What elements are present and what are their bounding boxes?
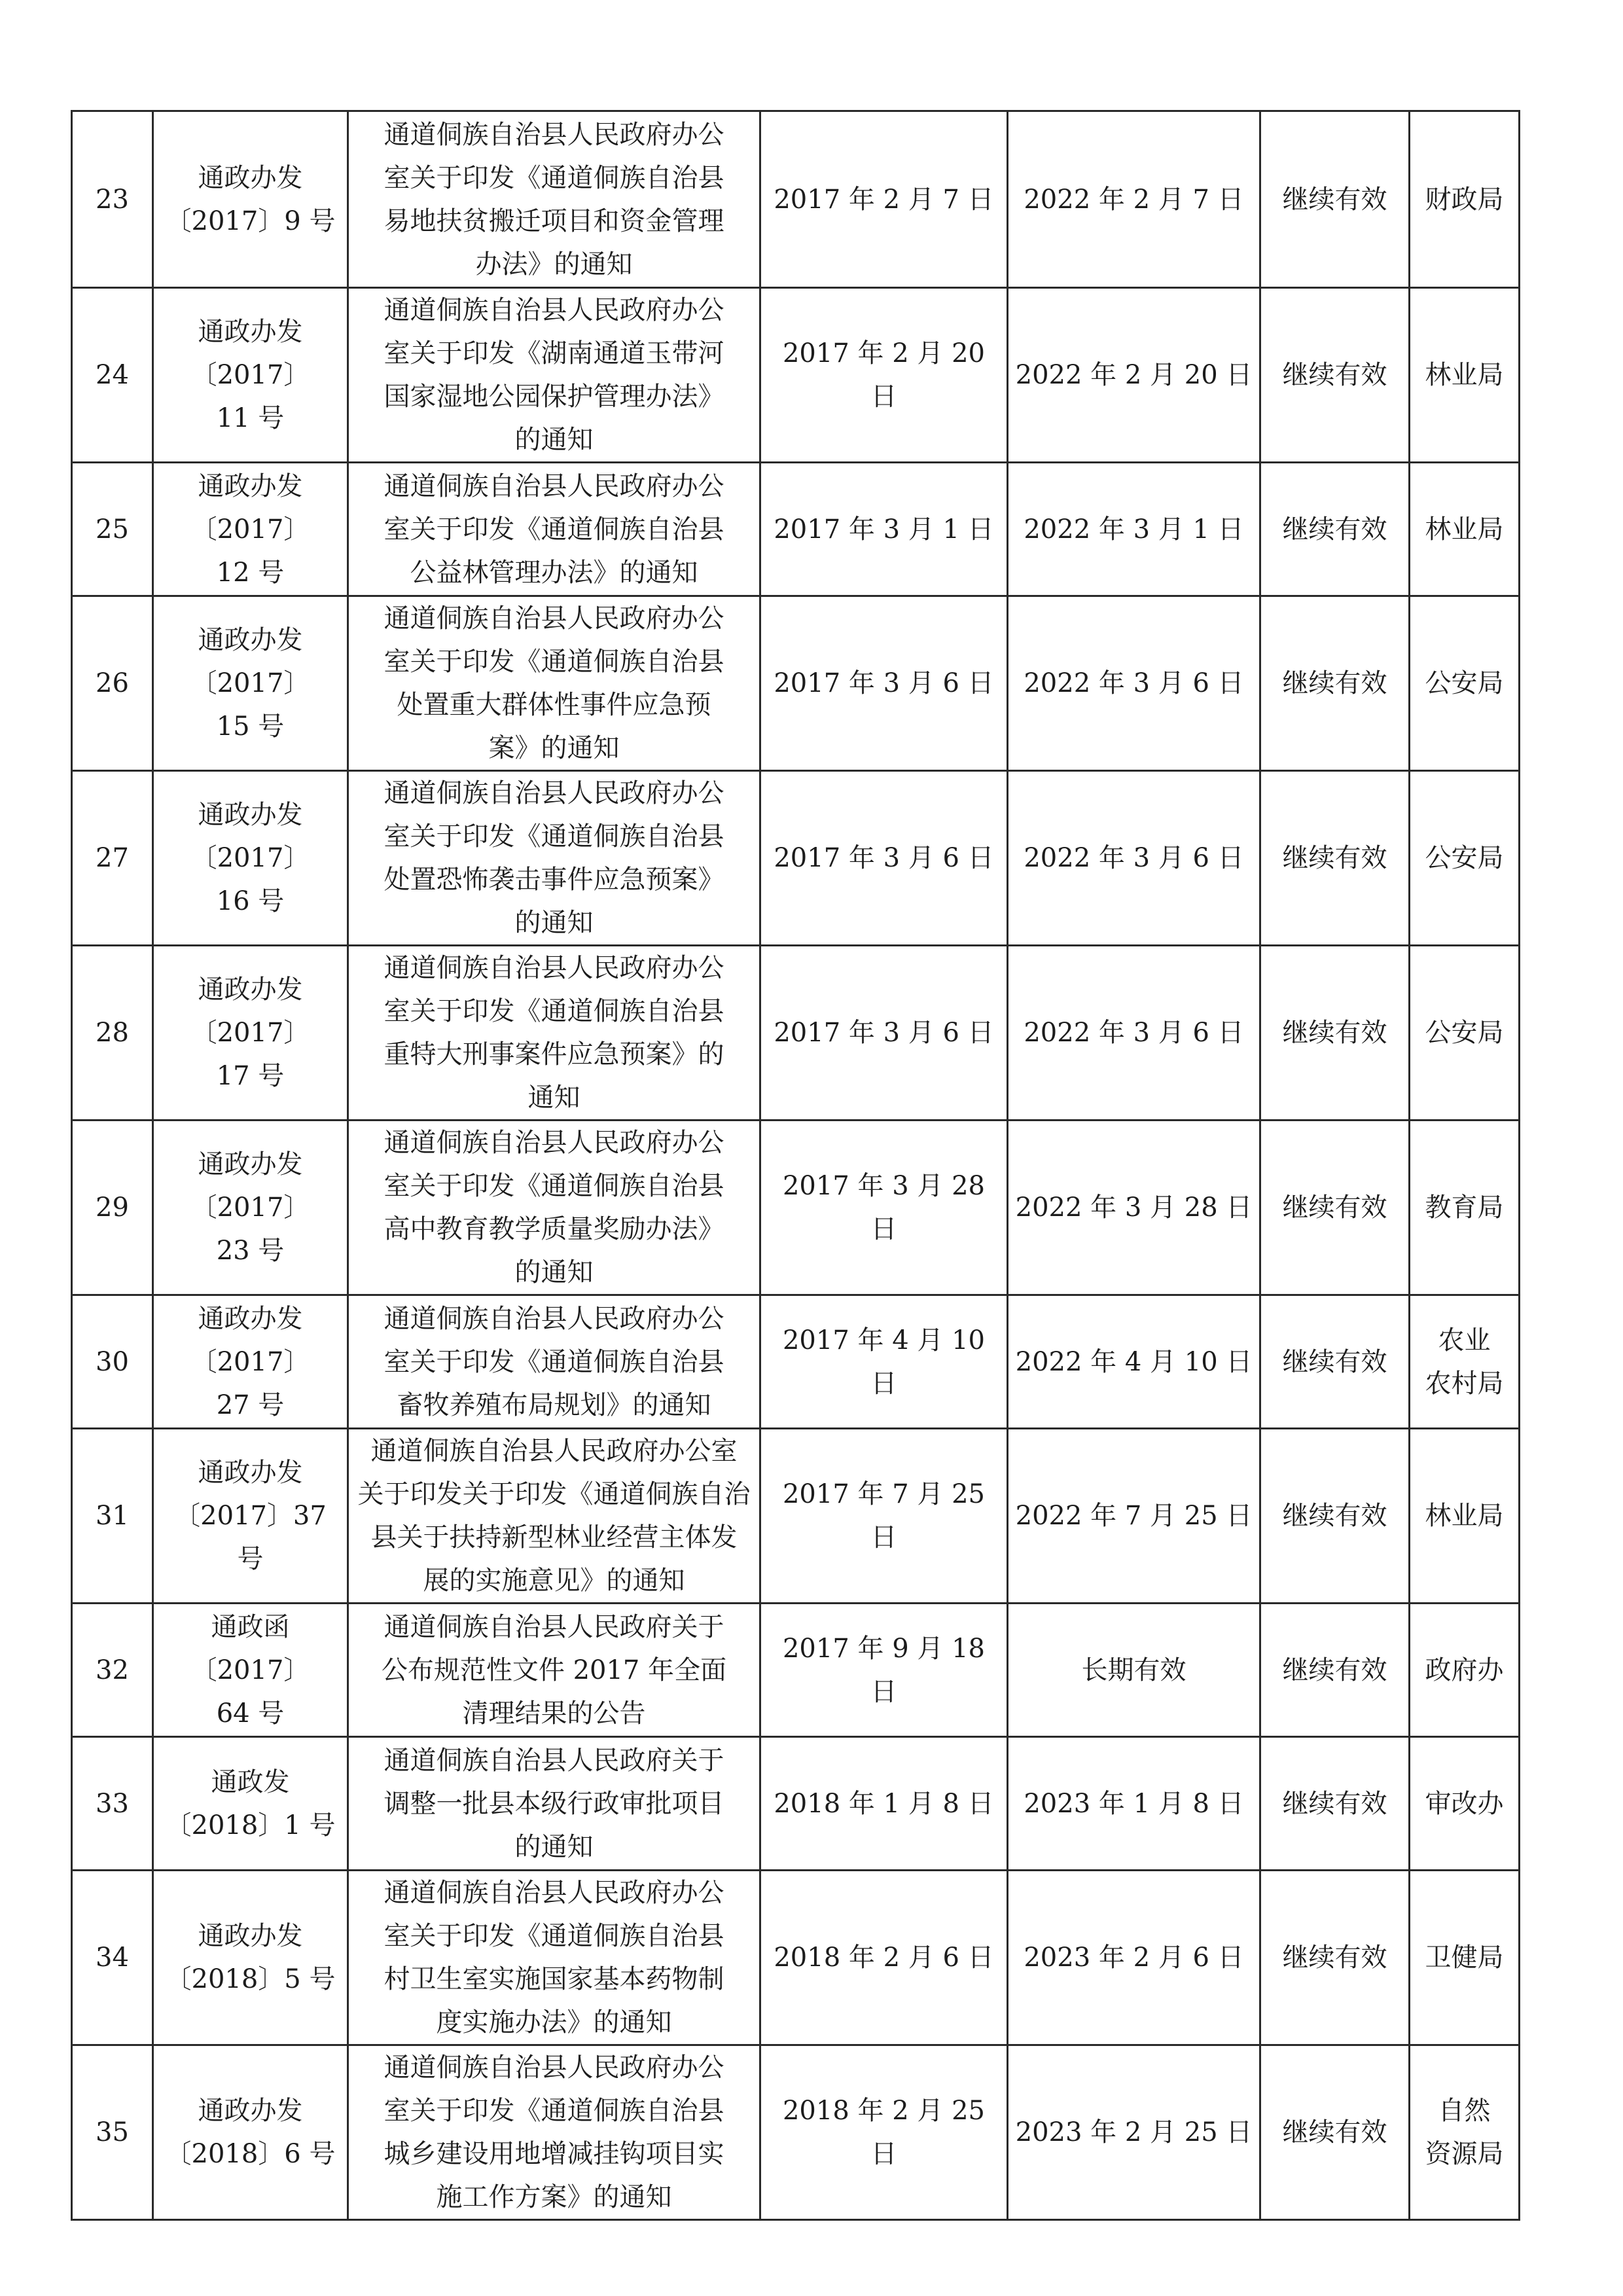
department-line: 公安局 (1425, 668, 1504, 698)
document-number-line: 64 号 (216, 1698, 285, 1729)
document-title-line: 室关于印发《湖南通道玉带河 (383, 338, 724, 368)
end-date-cell: 2022 年 3 月 1 日 (1008, 463, 1260, 596)
document-number-line: 〔2017〕9 号 (165, 206, 336, 236)
document-title-line: 室关于印发《通道侗族自治县 (383, 996, 724, 1026)
document-title-cell (348, 1871, 760, 2045)
department-cell (1410, 111, 1520, 288)
start-date-cell: 2017 年 3 月 6 日 (760, 596, 1008, 771)
document-title-line: 通道侗族自治县人民政府办公 (383, 1303, 724, 1334)
document-number-line: 通政办发 (198, 1303, 303, 1334)
document-title-cell (348, 1295, 760, 1429)
document-number-cell (153, 463, 348, 596)
department-cell (1410, 288, 1520, 463)
document-title-line: 重特大刑事案件应急预案》的 (383, 1039, 724, 1069)
status-cell: 继续有效 (1260, 1429, 1410, 1604)
row-number-cell: 32 (72, 1604, 153, 1737)
department-line: 林业局 (1425, 514, 1504, 545)
document-title-cell (348, 463, 760, 596)
end-date-cell: 2022 年 2 月 20 日 (1008, 288, 1260, 463)
table-row (72, 111, 1520, 288)
status-cell: 继续有效 (1260, 946, 1410, 1121)
document-number-line: 通政办发 (198, 1458, 303, 1488)
document-title-cell (348, 2045, 760, 2220)
document-number-line: 通政办发 (198, 975, 303, 1005)
document-title-line: 通道侗族自治县人民政府办公 (383, 119, 724, 150)
document-number-line: 通政办发 (198, 471, 303, 501)
document-title-line: 室关于印发《通道侗族自治县 (383, 821, 724, 852)
document-number-line: 23 号 (216, 1236, 285, 1266)
row-number-cell: 30 (72, 1295, 153, 1429)
department-cell (1410, 1295, 1520, 1429)
department-cell (1410, 771, 1520, 946)
document-title-line: 国家湿地公园保护管理办法》 (383, 382, 724, 412)
document-title-line: 的通知 (514, 1831, 594, 1862)
document-number-line: 〔2018〕5 号 (165, 1964, 336, 1994)
start-date-cell: 2018 年 1 月 8 日 (760, 1737, 1008, 1871)
document-title-line: 通道侗族自治县人民政府办公 (383, 295, 724, 325)
document-number-line: 〔2018〕1 号 (165, 1810, 336, 1840)
document-number-cell (153, 1295, 348, 1429)
status-cell: 继续有效 (1260, 2045, 1410, 2220)
document-title-line: 的通知 (514, 425, 594, 455)
department-line: 教育局 (1425, 1193, 1504, 1223)
regulation-table (71, 110, 1520, 2221)
start-date-cell: 2017 年 7 月 25 日 (760, 1429, 1008, 1604)
document-number-line: 〔2017〕 (190, 514, 310, 545)
end-date-cell: 2022 年 3 月 6 日 (1008, 771, 1260, 946)
document-title-cell (348, 288, 760, 463)
status-cell: 继续有效 (1260, 1604, 1410, 1737)
document-title-line: 施工作方案》的通知 (436, 2182, 672, 2212)
document-number-line: 〔2017〕 (190, 843, 310, 873)
document-title-line: 清理结果的公告 (462, 1698, 646, 1729)
document-number-cell (153, 288, 348, 463)
document-title-cell (348, 1121, 760, 1295)
document-number-line: 通政办发 (198, 800, 303, 830)
end-date-cell: 2022 年 4 月 10 日 (1008, 1295, 1260, 1429)
department-cell (1410, 463, 1520, 596)
document-title-line: 通知 (527, 1083, 580, 1113)
status-cell: 继续有效 (1260, 288, 1410, 463)
status-cell: 继续有效 (1260, 1871, 1410, 2045)
department-cell (1410, 1737, 1520, 1871)
document-title-line: 的通知 (514, 1257, 594, 1287)
document-title-line: 通道侗族自治县人民政府办公 (383, 778, 724, 808)
department-line: 公安局 (1425, 843, 1504, 873)
row-number-cell: 24 (72, 288, 153, 463)
document-title-line: 通道侗族自治县人民政府关于 (383, 1745, 724, 1776)
document-title-line: 关于印发关于印发《通道侗族自治 (357, 1479, 751, 1509)
document-number-line: 〔2017〕 (190, 668, 310, 698)
document-number-line: 通政办发 (198, 625, 303, 655)
start-date-cell: 2017 年 2 月 7 日 (760, 111, 1008, 288)
document-title-line: 通道侗族自治县人民政府办公室 (370, 1436, 738, 1466)
end-date-cell: 2022 年 3 月 6 日 (1008, 596, 1260, 771)
row-number-cell: 28 (72, 946, 153, 1121)
document-number-line: 15 号 (216, 711, 285, 742)
document-number-line: 通政办发 (198, 1921, 303, 1951)
document-title-line: 通道侗族自治县人民政府办公 (383, 603, 724, 634)
document-title-line: 处置重大群体性事件应急预 (397, 690, 711, 720)
department-line: 资源局 (1425, 2139, 1504, 2169)
document-number-line: 〔2017〕 (190, 1193, 310, 1223)
start-date-cell: 2018 年 2 月 6 日 (760, 1871, 1008, 2045)
document-number-line: 通政发 (211, 1767, 290, 1797)
document-number-cell (153, 596, 348, 771)
start-date-cell: 2017 年 9 月 18 日 (760, 1604, 1008, 1737)
department-cell (1410, 946, 1520, 1121)
start-date-cell: 2017 年 3 月 6 日 (760, 946, 1008, 1121)
table-row (72, 1737, 1520, 1871)
department-line: 公安局 (1425, 1018, 1504, 1048)
document-number-line: 通政办发 (198, 162, 303, 193)
document-number-line: 〔2017〕 (190, 1655, 310, 1685)
table-row (72, 1429, 1520, 1604)
document-title-line: 高中教育教学质量奖励办法》 (383, 1214, 724, 1244)
document-title-cell (348, 771, 760, 946)
document-title-line: 通道侗族自治县人民政府办公 (383, 2053, 724, 2083)
document-number-line: 17 号 (216, 1061, 285, 1091)
department-line: 自然 (1438, 2096, 1491, 2126)
document-title-line: 公布规范性文件 2017 年全面 (381, 1655, 727, 1685)
document-title-line: 室关于印发《通道侗族自治县 (383, 647, 724, 677)
document-title-line: 通道侗族自治县人民政府办公 (383, 1878, 724, 1908)
table-row (72, 1604, 1520, 1737)
document-title-line: 通道侗族自治县人民政府关于 (383, 1611, 724, 1642)
table-row (72, 288, 1520, 463)
document-title-line: 易地扶贫搬迁项目和资金管理 (383, 206, 724, 236)
status-cell: 继续有效 (1260, 1737, 1410, 1871)
document-number-line: 11 号 (216, 403, 285, 433)
document-number-cell (153, 2045, 348, 2220)
document-number-line: 通政办发 (198, 1149, 303, 1179)
row-number-cell: 26 (72, 596, 153, 771)
department-line: 审改办 (1425, 1788, 1504, 1819)
document-number-line: 〔2017〕 (190, 1346, 310, 1377)
department-cell (1410, 1871, 1520, 2045)
document-title-line: 调整一批县本级行政审批项目 (383, 1788, 724, 1819)
table-body (72, 111, 1520, 2220)
document-number-cell (153, 946, 348, 1121)
document-number-line: 〔2017〕 (190, 360, 310, 390)
end-date-cell: 2022 年 2 月 7 日 (1008, 111, 1260, 288)
document-title-cell (348, 596, 760, 771)
document-title-line: 室关于印发《通道侗族自治县 (383, 1171, 724, 1201)
row-number-cell: 31 (72, 1429, 153, 1604)
row-number-cell: 25 (72, 463, 153, 596)
document-title-cell (348, 111, 760, 288)
document-number-cell (153, 771, 348, 946)
document-title-line: 办法》的通知 (475, 249, 633, 279)
department-line: 农村局 (1425, 1368, 1504, 1399)
document-title-line: 的通知 (514, 908, 594, 938)
row-number-cell: 27 (72, 771, 153, 946)
document-title-line: 室关于印发《通道侗族自治县 (383, 162, 724, 193)
status-cell: 继续有效 (1260, 463, 1410, 596)
end-date-cell: 2023 年 1 月 8 日 (1008, 1737, 1260, 1871)
table-row (72, 596, 1520, 771)
department-cell (1410, 1121, 1520, 1295)
status-cell: 继续有效 (1260, 1295, 1410, 1429)
end-date-cell: 2022 年 7 月 25 日 (1008, 1429, 1260, 1604)
start-date-cell: 2017 年 3 月 28 日 (760, 1121, 1008, 1295)
end-date-cell: 2022 年 3 月 28 日 (1008, 1121, 1260, 1295)
document-number-cell (153, 111, 348, 288)
document-number-line: 12 号 (216, 557, 285, 588)
row-number-cell: 34 (72, 1871, 153, 2045)
department-line: 林业局 (1425, 1501, 1504, 1531)
row-number-cell: 33 (72, 1737, 153, 1871)
document-number-cell (153, 1604, 348, 1737)
document-number-line: 〔2017〕37 号 (174, 1501, 327, 1574)
department-cell (1410, 2045, 1520, 2220)
department-cell (1410, 596, 1520, 771)
row-number-cell: 29 (72, 1121, 153, 1295)
start-date-cell: 2017 年 3 月 1 日 (760, 463, 1008, 596)
end-date-cell: 2022 年 3 月 6 日 (1008, 946, 1260, 1121)
status-cell: 继续有效 (1260, 596, 1410, 771)
document-title-line: 通道侗族自治县人民政府办公 (383, 471, 724, 501)
status-cell: 继续有效 (1260, 1121, 1410, 1295)
document-title-cell (348, 1604, 760, 1737)
document-number-line: 通政函 (211, 1611, 290, 1642)
document-title-line: 室关于印发《通道侗族自治县 (383, 1921, 724, 1951)
document-title-line: 村卫生室实施国家基本药物制 (383, 1964, 724, 1994)
document-number-line: 16 号 (216, 886, 285, 916)
document-title-line: 案》的通知 (488, 733, 620, 763)
end-date-cell: 长期有效 (1008, 1604, 1260, 1737)
document-number-line: 通政办发 (198, 2096, 303, 2126)
department-line: 财政局 (1425, 184, 1504, 215)
end-date-cell: 2023 年 2 月 25 日 (1008, 2045, 1260, 2220)
document-title-cell (348, 946, 760, 1121)
department-line: 林业局 (1425, 360, 1504, 390)
department-line: 农业 (1438, 1325, 1491, 1355)
document-title-line: 展的实施意见》的通知 (423, 1566, 685, 1596)
document-number-cell (153, 1121, 348, 1295)
document-title-line: 通道侗族自治县人民政府办公 (383, 1128, 724, 1158)
table-row (72, 1121, 1520, 1295)
document-number-line: 〔2018〕6 号 (165, 2139, 336, 2169)
status-cell: 继续有效 (1260, 111, 1410, 288)
table-row (72, 463, 1520, 596)
department-cell (1410, 1429, 1520, 1604)
table-row (72, 1295, 1520, 1429)
document-number-line: 27 号 (216, 1390, 285, 1420)
document-title-line: 畜牧养殖布局规划》的通知 (397, 1390, 711, 1420)
document-number-line: 通政办发 (198, 317, 303, 347)
document-number-cell (153, 1429, 348, 1604)
document-title-line: 县关于扶持新型林业经营主体发 (370, 1522, 738, 1552)
end-date-cell: 2023 年 2 月 6 日 (1008, 1871, 1260, 2045)
department-cell (1410, 1604, 1520, 1737)
document-title-cell (348, 1429, 760, 1604)
document-title-line: 通道侗族自治县人民政府办公 (383, 953, 724, 983)
document-number-cell (153, 1737, 348, 1871)
table-row (72, 946, 1520, 1121)
status-cell: 继续有效 (1260, 771, 1410, 946)
document-title-line: 度实施办法》的通知 (436, 2007, 672, 2037)
document-title-line: 室关于印发《通道侗族自治县 (383, 1346, 724, 1377)
document-number-cell (153, 1871, 348, 2045)
table-row (72, 2045, 1520, 2220)
start-date-cell: 2017 年 3 月 6 日 (760, 771, 1008, 946)
start-date-cell: 2017 年 2 月 20 日 (760, 288, 1008, 463)
document-title-line: 公益林管理办法》的通知 (410, 557, 698, 588)
row-number-cell: 23 (72, 111, 153, 288)
document-title-cell (348, 1737, 760, 1871)
table-row (72, 771, 1520, 946)
table-row (72, 1871, 1520, 2045)
document-title-line: 处置恐怖袭击事件应急预案》 (383, 865, 724, 895)
row-number-cell: 35 (72, 2045, 153, 2220)
document-title-line: 室关于印发《通道侗族自治县 (383, 2096, 724, 2126)
department-line: 政府办 (1425, 1655, 1504, 1685)
document-title-line: 室关于印发《通道侗族自治县 (383, 514, 724, 545)
department-line: 卫健局 (1425, 1943, 1504, 1973)
start-date-cell: 2017 年 4 月 10 日 (760, 1295, 1008, 1429)
start-date-cell: 2018 年 2 月 25 日 (760, 2045, 1008, 2220)
document-number-line: 〔2017〕 (190, 1018, 310, 1048)
document-title-line: 城乡建设用地增减挂钩项目实 (383, 2139, 724, 2169)
